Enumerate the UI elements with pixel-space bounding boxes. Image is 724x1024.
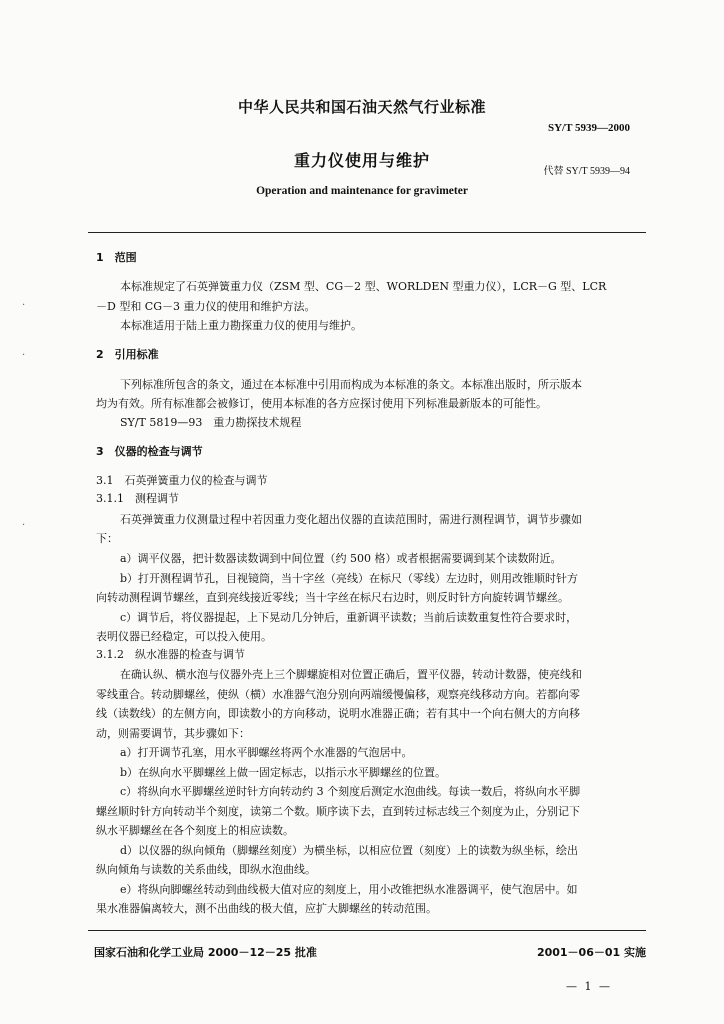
section-3-heading: 3 仪器的检查与调节	[96, 445, 203, 458]
english-title: Operation and maintenance for gravimeter	[256, 185, 468, 197]
paragraph-line: 本标准适用于陆上重力勘探重力仪的使用与维护。	[120, 319, 362, 332]
section-1-heading: 1 范围	[96, 251, 137, 264]
document-title: 重力仪使用与维护	[293, 151, 430, 170]
footer-divider	[88, 930, 646, 931]
paragraph-line: 本标准规定了石英弹簧重力仪（ZSM 型、CG－2 型、WORLDEN 型重力仪），LCR－G 型、LCR	[120, 280, 607, 293]
list-item-cont: 表明仪器已经稳定，可以投入使用。	[96, 630, 272, 643]
scan-mark: ·	[22, 300, 26, 311]
list-item-cont: 纵向倾角与读数的关系曲线，即纵水泡曲线。	[96, 863, 316, 876]
list-item: e）将纵向脚螺丝转动到曲线极大值对应的刻度上，用小改锥把纵水准器调平，使气泡居中。如	[120, 883, 578, 896]
scan-mark: ·	[22, 520, 26, 531]
paragraph-line: 零线重合。转动脚螺丝，使纵（横）水准器气泡分别向两端缓慢偏移，观察亮线移动方向。若都向零	[96, 688, 580, 701]
list-item: a）打开调节孔塞，用水平脚螺丝将两个水准器的气泡居中。	[120, 746, 413, 759]
list-item: a）调平仪器，把计数器读数调到中间位置（约 500 格）或者根据需要调到某个读数附近。	[120, 552, 562, 565]
list-item-cont: 果水准器偏离较大，测不出曲线的极大值，应扩大脚螺丝的转动范围。	[96, 902, 437, 915]
standard-number: SY/T 5939—2000	[547, 122, 630, 134]
implementation-date: 2001－06－01 实施	[536, 946, 646, 959]
list-item: c）调节后，将仪器提起，上下晃动几分钟后，重新调平读数；当前后读数重复性符合要求时，	[120, 611, 578, 624]
paragraph-line: －D 型和 CG－3 重力仪的使用和维护方法。	[96, 300, 316, 313]
page-number: — 1 —	[566, 980, 612, 993]
paragraph-line: 均为有效。所有标准都会被修订，使用本标准的各方应探讨使用下列标准最新版本的可能性。	[96, 397, 547, 410]
reference-standard: SY/T 5819—93 重力勘探技术规程	[120, 416, 302, 429]
issuing-body-title: 中华人民共和国石油天然气行业标准	[237, 98, 486, 116]
paragraph-line: 石英弹簧重力仪测量过程中若因重力变化超出仪器的直读范围时，需进行测程调节，调节步骤如	[120, 513, 582, 526]
section-3-1-2-heading: 3.1.2 纵水准器的检查与调节	[96, 648, 245, 661]
replaces-standard: 代替 SY/T 5939—94	[543, 166, 630, 177]
paragraph-line: 在确认纵、横水泡与仪器外壳上三个脚螺旋相对位置正确后，置平仪器，转动计数器，使亮线和	[120, 668, 582, 681]
list-item: b）打开测程调节孔，目视镜筒，当十字丝（亮线）在标尺（零线）左边时，则用改锥顺时针方	[120, 572, 579, 585]
list-item: d）以仪器的纵向倾角（脚螺丝刻度）为横坐标，以相应位置（刻度）上的读数为纵坐标，绘出	[120, 844, 579, 857]
section-2-heading: 2 引用标准	[96, 348, 159, 361]
section-3-1-heading: 3.1 石英弹簧重力仪的检查与调节	[96, 474, 268, 487]
list-item: c）将纵向水平脚螺丝逆时针方向转动约 3 个刻度后测定水泡曲线。每读一数后，将纵向水平脚	[120, 785, 581, 798]
list-item-cont: 向转动测程调节螺丝，直到亮线接近零线；当十字丝在标尺右边时，则反时针方向旋转调节螺丝。	[96, 591, 569, 604]
header-divider	[88, 232, 646, 233]
list-item-cont: 螺丝顺时针方向转动半个刻度，读第二个数。顺序读下去，直到转过标志线三个刻度为止，分别记下	[96, 805, 580, 818]
paragraph-line: 下：	[96, 532, 118, 545]
section-3-1-1-heading: 3.1.1 测程调节	[96, 492, 179, 505]
approval-date: 国家石油和化学工业局 2000－12－25 批准	[94, 946, 317, 959]
paragraph-line: 下列标准所包含的条文，通过在本标准中引用而构成为本标准的条文。本标准出版时，所示版本	[120, 378, 582, 391]
list-item-cont: 纵水平脚螺丝在各个刻度上的相应读数。	[96, 824, 294, 837]
paragraph-line: 动，则需要调节，其步骤如下：	[96, 727, 250, 740]
paragraph-line: 线（读数线）的左侧方向，即读数小的方向移动，说明水准器正确；若有其中一个向右侧大的方向移	[96, 707, 580, 720]
scan-mark: ·	[22, 350, 26, 361]
list-item: b）在纵向水平脚螺丝上做一固定标志，以指示水平脚螺丝的位置。	[120, 766, 447, 779]
